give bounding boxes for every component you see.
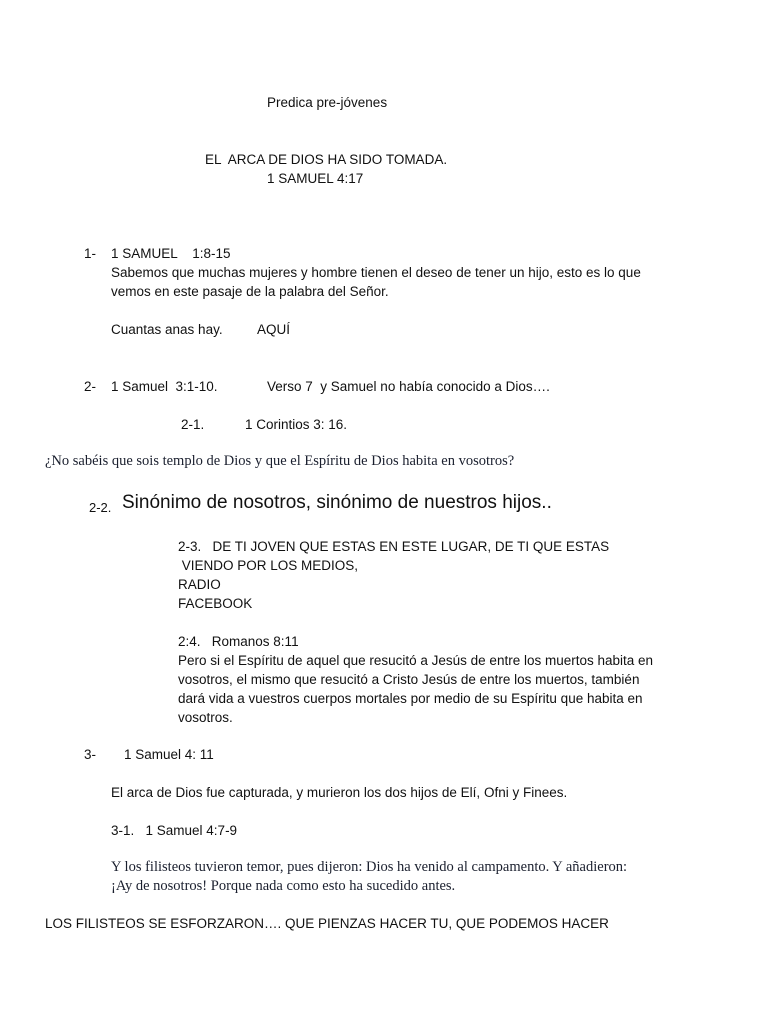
section-2-3-line-3: RADIO: [178, 577, 221, 592]
section-2-1-number: 2-1.: [181, 417, 205, 432]
section-3-1-quote-line-1: Y los filisteos tuvieron temor, pues dijeron: Dios ha venido al campamento. Y añadieron:: [111, 859, 628, 875]
section-2-number: 2-: [84, 379, 97, 394]
section-3-reference: 1 Samuel 4: 11: [124, 747, 214, 762]
section-2-2-text: Sinónimo de nosotros, sinónimo de nuestros hijos..: [122, 492, 552, 513]
section-3-1-reference: 3-1. 1 Samuel 4:7-9: [111, 823, 238, 838]
section-3-text: El arca de Dios fue capturada, y murieron los dos hijos de Elí, Ofni y Finees.: [111, 785, 568, 800]
section-1-reference: 1 SAMUEL 1:8-15: [111, 246, 231, 261]
section-1-number: 1-: [84, 246, 97, 261]
section-2-4-line-4: vosotros.: [178, 710, 233, 725]
section-2-3-line-4: FACEBOOK: [178, 596, 253, 611]
sermon-reference: 1 SAMUEL 4:17: [267, 171, 364, 186]
section-1-question: Cuantas anas hay.: [111, 322, 223, 337]
closing-line: LOS FILISTEOS SE ESFORZARON…. QUE PIENZAS HACER TU, QUE PODEMOS HACER: [45, 916, 609, 931]
section-2-2-number: 2-2.: [89, 500, 112, 515]
section-2-4-line-3: dará vida a vuestros cuerpos mortales por medio de su Espíritu que habita en: [178, 691, 643, 706]
scripture-quote: ¿No sabéis que sois templo de Dios y que el Espíritu de Dios habita en vosotros?: [45, 453, 515, 469]
section-3-number: 3-: [84, 747, 97, 762]
page-title: Predica pre-jóvenes: [267, 95, 388, 110]
sermon-heading: EL ARCA DE DIOS HA SIDO TOMADA.: [205, 152, 448, 167]
section-2-4-line-2: vosotros, el mismo que resucitó a Cristo Jesús de entre los muertos, también: [178, 672, 640, 687]
section-1-text-line-2: vemos en este pasaje de la palabra del Señor.: [111, 284, 389, 299]
section-2-reference: 1 Samuel 3:1-10.: [111, 379, 218, 394]
section-2-3-line-1: 2-3. DE TI JOVEN QUE ESTAS EN ESTE LUGAR, DE TI QUE ESTAS: [178, 539, 610, 554]
section-2-4-line-1: Pero si el Espíritu de aquel que resucitó a Jesús de entre los muertos habita en: [178, 653, 654, 668]
section-2-3-line-2: VIENDO POR LOS MEDIOS,: [178, 558, 359, 573]
section-3-1-quote-line-2: ¡Ay de nosotros! Porque nada como esto ha sucedido antes.: [111, 878, 456, 894]
section-2-4-reference: 2:4. Romanos 8:11: [178, 634, 299, 649]
section-1-here: AQUÍ: [257, 322, 291, 337]
section-1-text-line-1: Sabemos que muchas mujeres y hombre tienen el deseo de tener un hijo, esto es lo que: [111, 265, 641, 280]
section-2-verse: Verso 7 y Samuel no había conocido a Dios….: [267, 379, 550, 394]
section-2-1-reference: 1 Corintios 3: 16.: [245, 417, 348, 432]
